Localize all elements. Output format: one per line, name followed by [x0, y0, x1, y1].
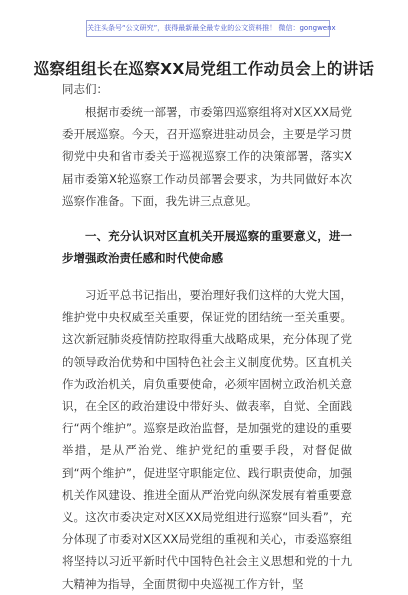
- promo-banner: 关注头条号“公文研究”，获得最新最全最专业的公文资料推！ 微信：gongwenx: [86, 20, 330, 37]
- paragraph-body: 习近平总书记指出，要治理好我们这样的大党大国，维护党中央权威至关重要，保证党的团结统一至关重要。这次新冠肺炎疫情防控取得重大战略成果，充分体现了党的领导政治优势和中国特色社会主义制度优势。区直机关作为政治机关，肩负重要使命，必须牢固树立政治机关意识，在全区的政治建设中带好头、做表率，自觉、全面践行“两个维护”。巡察是政治监督，是加强党的建设的重要举措，是从严治党、维护党纪的重要手段，对督促做到“两个维护”，促进坚守职能定位、践行职责使命，加强机关作风建设、推进全面从严治党向纵深发展有着重要意义。这次市委决定对X区XX局党组进行巡察“回头看”，充分体现了市委对X区XX局党组的重视和关心，市委巡察组将坚持以习近平新时代中国特色社会主义思想和党的十九大精神为指导，全面贯彻中央巡视工作方针，坚: [62, 288, 352, 591]
- section-heading-1: 一、充分认识对区直机关开展巡察的重要意义，进一步增强政治责任感和时代使命感: [62, 229, 352, 265]
- salutation: 同志们：: [62, 82, 108, 96]
- document-title: 巡察组组长在巡察XX局党组工作动员会上的讲话: [33, 60, 375, 78]
- paragraph-intro: 根据市委统一部署，市委第四巡察组将对X区XX局党委开展巡察。今天，召开巡察进驻动员会，主要是学习贯彻党中央和省市委关于巡视巡察工作的决策部署，落实X届市委第X轮巡察工作动员部署会要求，为共同做好本次巡察作准备。下面，我先讲三点意见。: [62, 105, 352, 208]
